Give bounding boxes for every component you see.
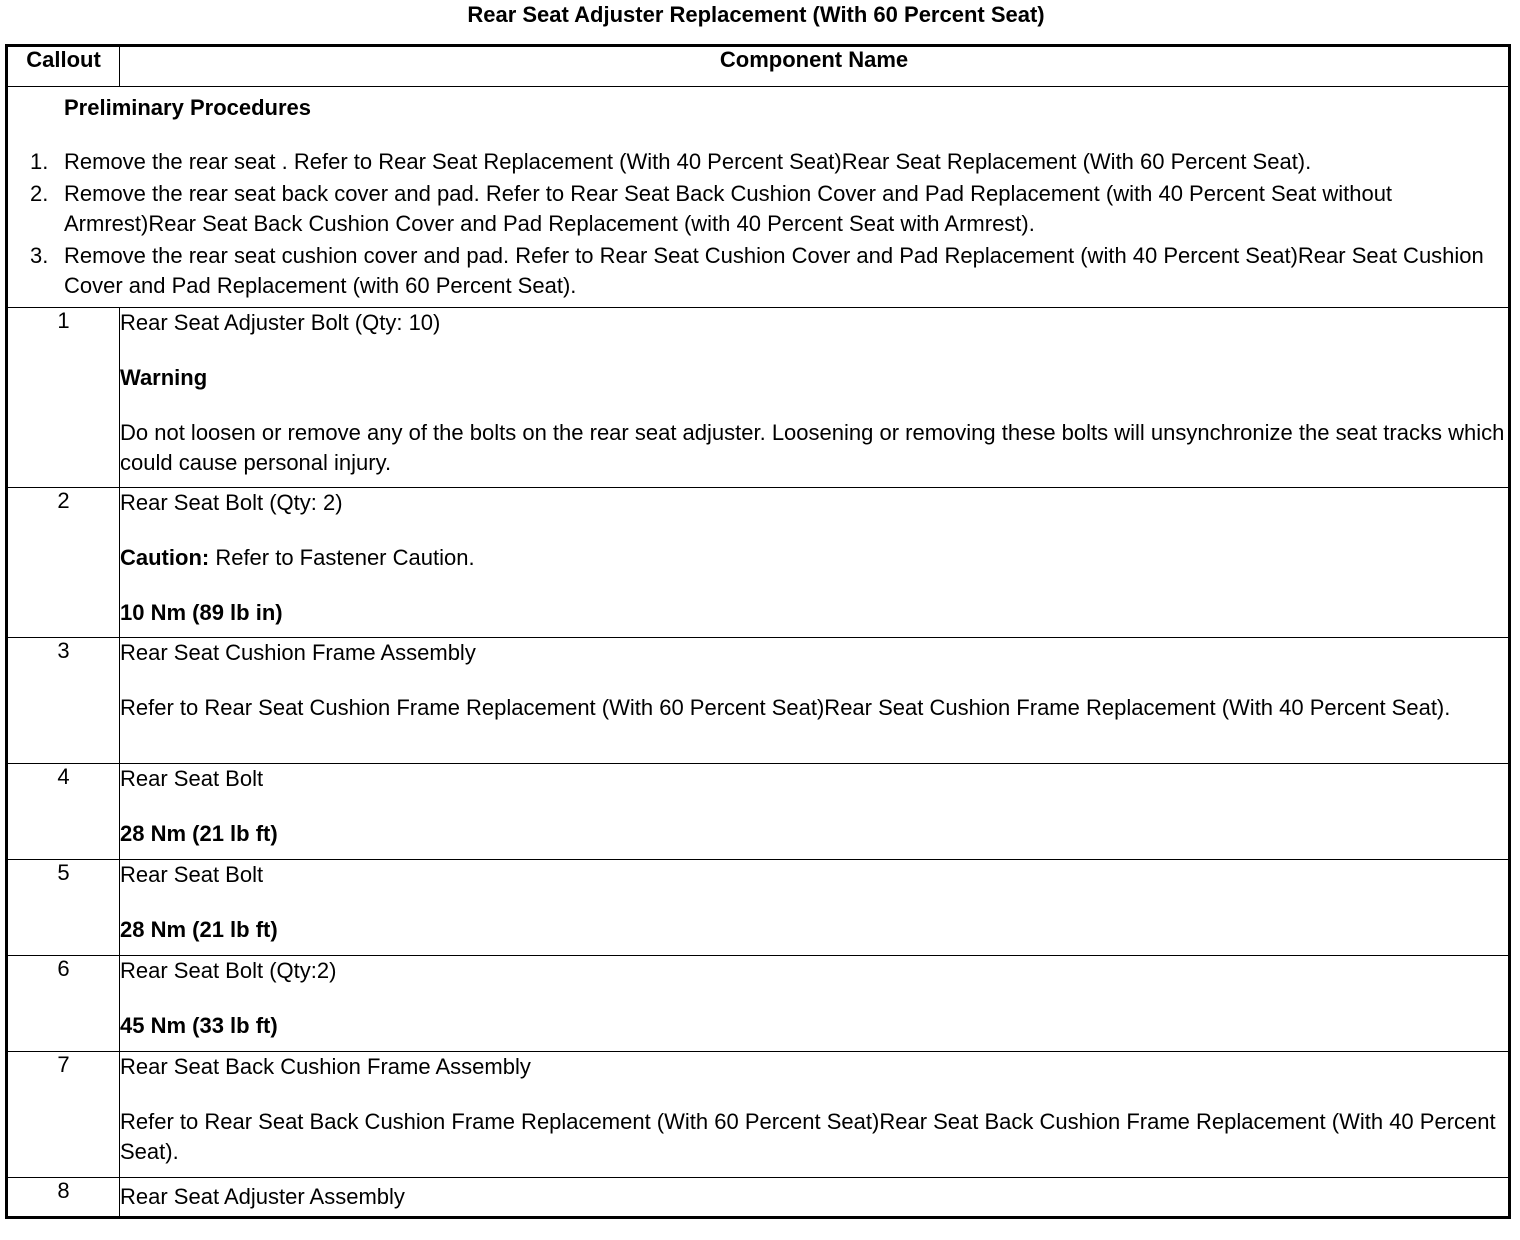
- table-header-row: [7, 46, 1510, 87]
- callout-number: 1: [7, 308, 120, 488]
- callout-number: 8: [7, 1178, 120, 1218]
- component-cell: [120, 956, 1510, 1052]
- preliminary-step: [8, 147, 1492, 177]
- callout-number: 3: [7, 638, 120, 764]
- preliminary-procedures-cell: [7, 87, 1510, 308]
- component-name: Rear Seat Bolt (Qty:2): [120, 958, 337, 983]
- component-name: Rear Seat Bolt: [120, 766, 264, 791]
- warning-label: Warning: [120, 365, 208, 390]
- component-name: Rear Seat Adjuster Assembly: [120, 1184, 405, 1209]
- table-row: [7, 764, 1510, 860]
- component-name: Rear Seat Bolt: [120, 862, 264, 887]
- table-row: [7, 860, 1510, 956]
- caution-line: [120, 543, 1508, 573]
- callout-number: 2: [7, 488, 120, 638]
- component-cell: [120, 638, 1510, 764]
- page-title: Rear Seat Adjuster Replacement (With 60 Percent Seat): [467, 2, 1045, 27]
- component-cell: [120, 308, 1510, 488]
- callout-number: 4: [7, 764, 120, 860]
- component-cell: [120, 860, 1510, 956]
- step-text: Remove the rear seat back cover and pad. Refer to Rear Seat Back Cushion Cover and Pad Replacement (with 40 Percent Seat without Armrest)Rear Seat Back Cushion Cover and Pad Replacement (with 40 Percent Seat with Armrest).: [64, 181, 1393, 236]
- component-cell: [120, 1052, 1510, 1178]
- component-table: [5, 44, 1511, 1219]
- torque-spec: 10 Nm (89 lb in): [120, 600, 283, 625]
- preliminary-step: [8, 241, 1492, 301]
- component-cell: [120, 764, 1510, 860]
- component-cell: [120, 488, 1510, 638]
- component-cell: [120, 1178, 1510, 1218]
- preliminary-procedures-row: [7, 87, 1510, 308]
- table-row: [7, 638, 1510, 764]
- torque-spec: 28 Nm (21 lb ft): [120, 917, 278, 942]
- refer-text: Refer to Rear Seat Cushion Frame Replacement (With 60 Percent Seat)Rear Seat Cushion Frame Replacement (With 40 Percent Seat).: [120, 695, 1451, 720]
- component-name: Rear Seat Bolt (Qty: 2): [120, 490, 343, 515]
- component-name: Rear Seat Cushion Frame Assembly: [120, 640, 476, 665]
- warning-text: Do not loosen or remove any of the bolts on the rear seat adjuster. Loosening or removing these bolts will unsynchronize the seat tracks which could cause personal injury.: [120, 420, 1505, 475]
- callout-number: 6: [7, 956, 120, 1052]
- component-name: Rear Seat Adjuster Bolt (Qty: 10): [120, 310, 441, 335]
- preliminary-step: [8, 179, 1492, 239]
- callout-number: 7: [7, 1052, 120, 1178]
- table-row: [7, 308, 1510, 488]
- step-number: 3.: [30, 243, 49, 268]
- step-number: 1.: [30, 149, 49, 174]
- table-row: [7, 1052, 1510, 1178]
- table-row: [7, 488, 1510, 638]
- preliminary-steps-list: [8, 147, 1492, 301]
- torque-spec: 28 Nm (21 lb ft): [120, 821, 278, 846]
- step-text: Remove the rear seat cushion cover and pad. Refer to Rear Seat Cushion Cover and Pad Replacement (with 40 Percent Seat)Rear Seat Cushion Cover and Pad Replacement (with 60 Percent Seat).: [64, 243, 1484, 298]
- step-text: Remove the rear seat . Refer to Rear Seat Replacement (With 40 Percent Seat)Rear Seat Replacement (With 60 Percent Seat).: [64, 149, 1312, 174]
- table-row: [7, 956, 1510, 1052]
- table-row: [7, 1178, 1510, 1218]
- step-number: 2.: [30, 181, 49, 206]
- refer-text: Refer to Rear Seat Back Cushion Frame Replacement (With 60 Percent Seat)Rear Seat Back Cushion Frame Replacement (With 40 Percent Seat).: [120, 1109, 1496, 1164]
- caution-label: Caution:: [120, 545, 210, 570]
- caution-text: Refer to Fastener Caution.: [209, 545, 475, 570]
- torque-spec: 45 Nm (33 lb ft): [120, 1013, 278, 1038]
- component-name-column-header: Component Name: [120, 46, 1510, 87]
- callout-number: 5: [7, 860, 120, 956]
- component-name: Rear Seat Back Cushion Frame Assembly: [120, 1054, 531, 1079]
- callout-column-header: Callout: [7, 46, 120, 87]
- preliminary-procedures-title: Preliminary Procedures: [64, 95, 312, 120]
